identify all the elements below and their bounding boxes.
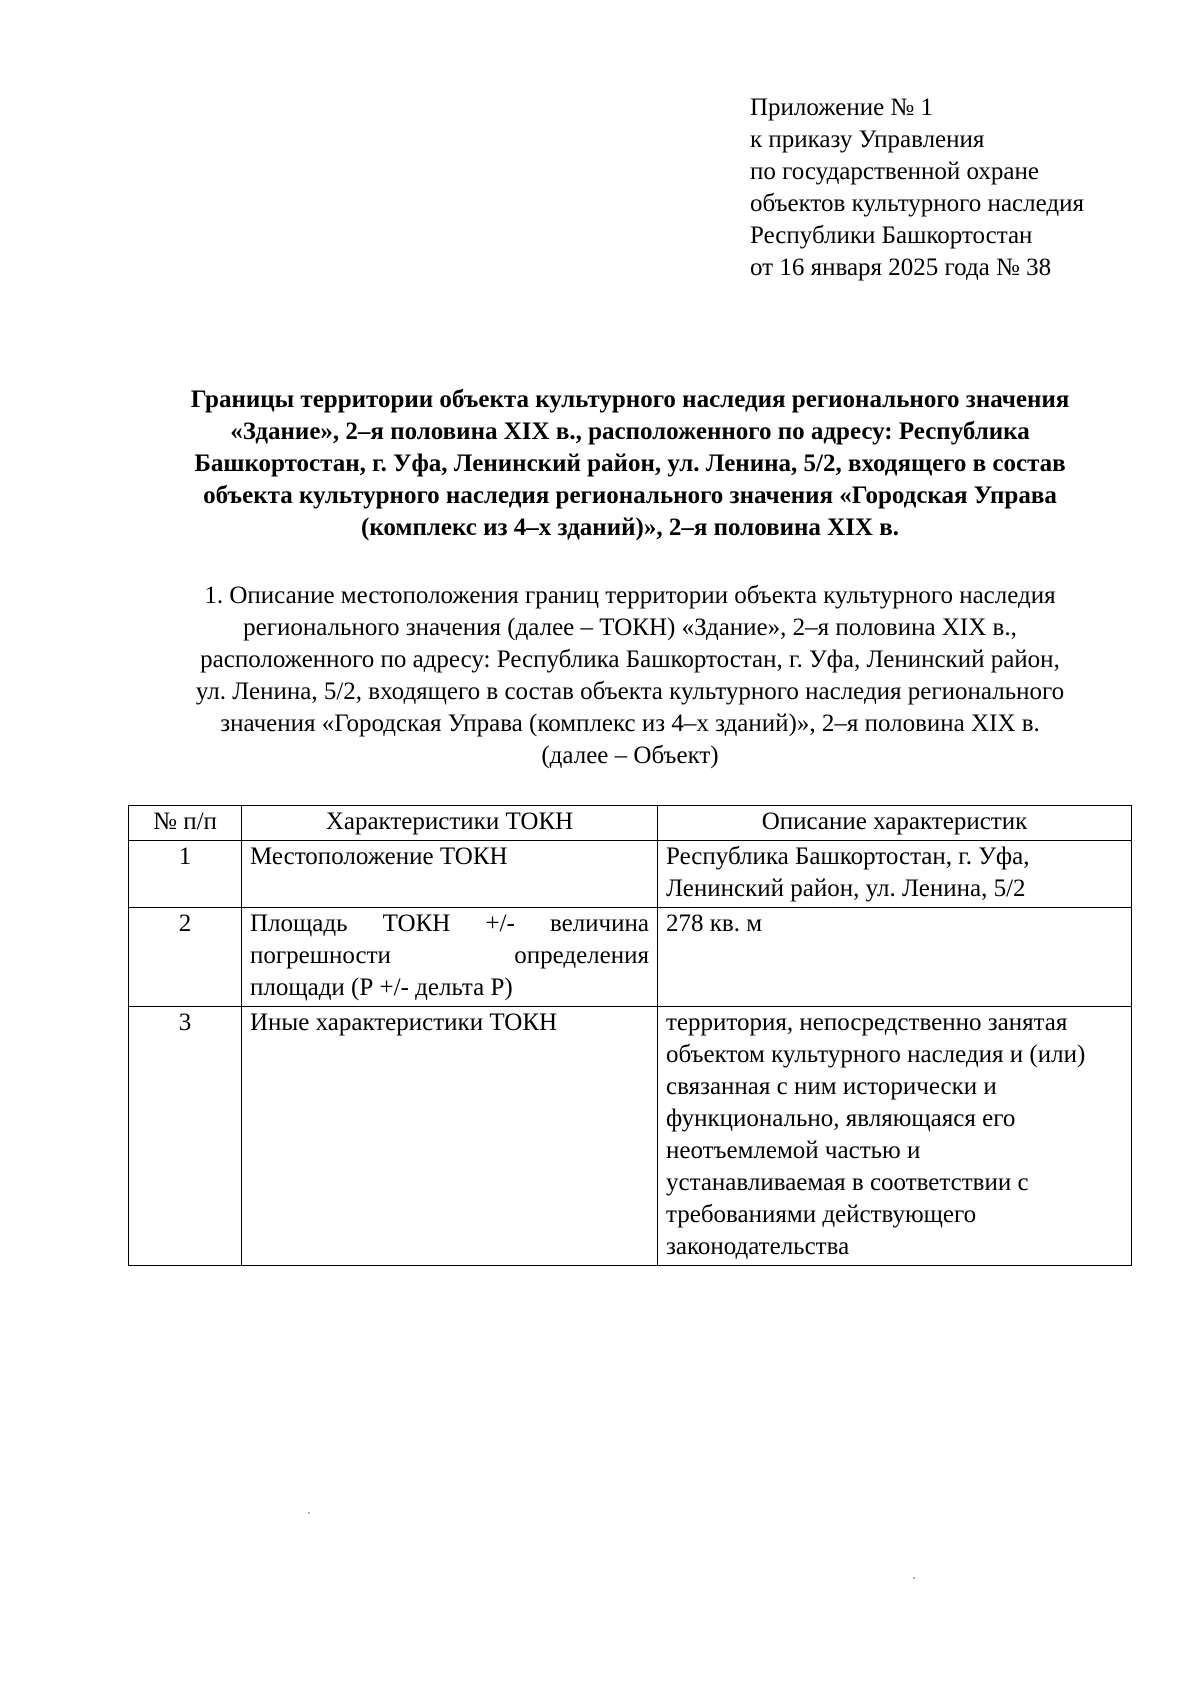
table-row <box>129 1007 1132 1266</box>
scan-speck <box>308 1512 310 1514</box>
row-description <box>658 1007 1132 1266</box>
appendix-line: к приказу Управления <box>750 126 985 153</box>
row-characteristic <box>242 908 658 1007</box>
header-number: № п/п <box>129 806 242 841</box>
cell-line: 278 кв. м <box>666 910 763 937</box>
section-line: расположенного по адресу: Республика Башкортостан, г. Уфа, Ленинский район, <box>200 646 1060 673</box>
section-1-description <box>120 580 1140 772</box>
cell-line: требованиями действующего <box>666 1201 977 1228</box>
table-row <box>129 908 1132 1007</box>
cell-line: Республика Башкортостан, г. Уфа, <box>666 843 1030 870</box>
cell-line: Площадь ТОКН +/- величина <box>250 910 649 937</box>
cell-line: неотъемлемой частью и <box>666 1137 921 1164</box>
section-line: ул. Ленина, 5/2, входящего в состав объекта культурного наследия регионального <box>195 678 1065 705</box>
cell-line: законодательства <box>666 1233 850 1260</box>
cell-line: функционально, являющаяся его <box>666 1105 1016 1132</box>
scan-speck <box>913 1577 915 1579</box>
section-line: регионального значения (далее – ТОКН) «Здание», 2–я половина XIX в., <box>243 614 1017 641</box>
appendix-line: Республики Башкортостан <box>750 222 1033 249</box>
row-number: 2 <box>129 908 242 1007</box>
header-characteristic: Характеристики ТОКН <box>242 806 658 841</box>
row-characteristic <box>242 841 658 908</box>
section-line: 1. Описание местоположения границ территории объекта культурного наследия <box>204 582 1056 609</box>
row-number: 1 <box>129 841 242 908</box>
table-row <box>129 841 1132 908</box>
title-line: объекта культурного наследия регионального значения «Городская Управа <box>203 482 1057 509</box>
title-line: Башкортостан, г. Уфа, Ленинский район, ул. Ленина, 5/2, входящего в состав <box>194 450 1066 477</box>
appendix-line: Приложение № 1 <box>750 94 934 121</box>
cell-line: погрешности определения <box>250 942 649 969</box>
row-description <box>658 841 1132 908</box>
cell-line: Местоположение ТОКН <box>250 843 508 870</box>
title-line: (комплекс из 4–х зданий)», 2–я половина XIX в. <box>361 514 899 541</box>
appendix-line: от 16 января 2025 года № 38 <box>750 254 1052 281</box>
cell-line: устанавливаемая в соответствии с <box>666 1169 1029 1196</box>
row-characteristic <box>242 1007 658 1266</box>
header-description: Описание характеристик <box>658 806 1132 841</box>
cell-line: связанная с ним исторически и <box>666 1073 997 1100</box>
cell-line: объектом культурного наследия и (или) <box>666 1041 1086 1068</box>
title-line: Границы территории объекта культурного наследия регионального значения <box>190 386 1070 413</box>
title-line: «Здание», 2–я половина XIX в., расположенного по адресу: Республика <box>230 418 1030 445</box>
tokn-characteristics-table <box>128 805 1132 1266</box>
appendix-block <box>750 92 1084 284</box>
cell-line: площади (Р +/- дельта Р) <box>250 974 513 1001</box>
row-number: 3 <box>129 1007 242 1266</box>
appendix-line: объектов культурного наследия <box>750 190 1084 217</box>
document-title <box>120 384 1140 544</box>
cell-line: Иные характеристики ТОКН <box>250 1009 558 1036</box>
section-line: значения «Городская Управа (комплекс из 4–х зданий)», 2–я половина XIX в. <box>220 710 1040 737</box>
cell-line: территория, непосредственно занятая <box>666 1009 1068 1036</box>
cell-line: Ленинский район, ул. Ленина, 5/2 <box>666 875 1026 902</box>
table-header-row <box>129 806 1132 841</box>
section-line: (далее – Объект) <box>541 742 719 769</box>
row-description <box>658 908 1132 1007</box>
appendix-line: по государственной охране <box>750 158 1040 185</box>
